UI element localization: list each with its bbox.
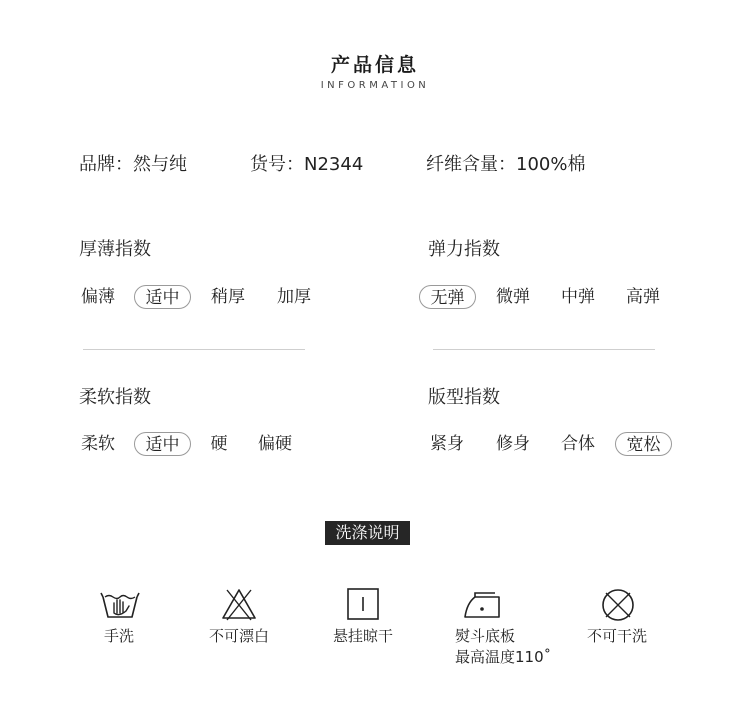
fit-option-selected: 宽松 <box>615 432 672 456</box>
fit-option: 紧身 <box>430 434 464 454</box>
hand-wash-icon <box>99 587 141 623</box>
thickness-option: 稍厚 <box>211 287 245 307</box>
softness-option: 硬 <box>210 434 228 454</box>
no-bleach-label: 不可漂白 <box>209 627 270 645</box>
washing-instructions-title: 洗涤说明 <box>325 521 410 545</box>
no-bleach-icon <box>218 587 260 623</box>
line-dry-icon <box>342 587 384 623</box>
softness-option: 柔软 <box>81 434 115 454</box>
no-dry-clean-label: 不可干洗 <box>587 627 648 645</box>
thickness-option-selected: 适中 <box>134 285 191 309</box>
elasticity-option-selected: 无弹 <box>419 285 476 309</box>
softness-index-title: 柔软指数 <box>79 387 151 408</box>
divider <box>83 349 305 350</box>
line-dry-label: 悬挂晾干 <box>333 627 394 645</box>
item-number-info: 货号：N2344 <box>250 154 364 175</box>
thickness-index-title: 厚薄指数 <box>79 239 151 260</box>
no-dry-clean-icon <box>597 587 639 623</box>
elasticity-option: 微弹 <box>496 287 530 307</box>
fiber-content-info: 纤维含量：100%棉 <box>426 154 586 175</box>
fit-option: 修身 <box>496 434 530 454</box>
elasticity-option: 中弹 <box>561 287 595 307</box>
fit-option: 合体 <box>561 434 595 454</box>
page-subtitle: INFORMATION <box>320 80 430 91</box>
softness-option: 偏硬 <box>258 434 292 454</box>
divider <box>433 349 655 350</box>
thickness-option: 偏薄 <box>81 287 115 307</box>
elasticity-option: 高弹 <box>626 287 660 307</box>
fit-index-title: 版型指数 <box>428 387 500 408</box>
iron-icon <box>461 587 503 623</box>
elasticity-index-title: 弹力指数 <box>428 239 500 260</box>
iron-temperature-label: 最高温度110˚ <box>455 648 552 666</box>
iron-label: 熨斗底板 <box>455 627 516 645</box>
page-title: 产品信息 <box>330 54 419 76</box>
softness-option-selected: 适中 <box>134 432 191 456</box>
hand-wash-label: 手洗 <box>104 627 135 645</box>
thickness-option: 加厚 <box>277 287 311 307</box>
brand-info: 品牌：然与纯 <box>79 154 187 175</box>
